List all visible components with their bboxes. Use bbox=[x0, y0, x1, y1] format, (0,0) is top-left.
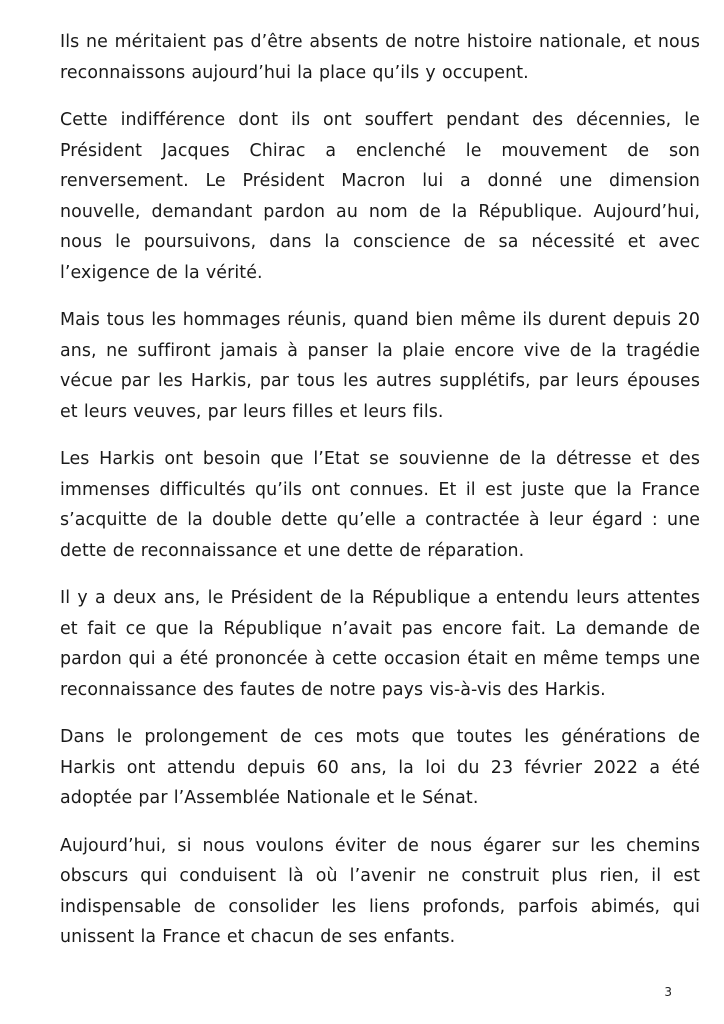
paragraph-5: Il y a deux ans, le Président de la République a entendu leurs attentes et fait ce que la République n’avait pas encore fait. La demande de pardon qui a été prononcée à cette occasion était en même temps une reconnaissance des fautes de notre pays vis-à-vis des Harkis. bbox=[60, 588, 700, 700]
document-body bbox=[60, 27, 700, 970]
paragraph-2: Cette indifférence dont ils ont souffert pendant des décennies, le Président Jacques Chirac a enclenché le mouvement de son renversement. Le Président Macron lui a donné une dimension nouvelle, demandant pardon au nom de la République. Aujourd’hui, nous le poursuivons, dans la conscience de sa nécessité et avec l’exigence de la vérité. bbox=[60, 110, 700, 283]
paragraph-4: Les Harkis ont besoin que l’Etat se souvienne de la détresse et des immenses difficultés qu’ils ont connues. Et il est juste que la France s’acquitte de la double dette qu’elle a contractée à leur égard : une dette de reconnaissance et une dette de réparation. bbox=[60, 449, 700, 561]
paragraph-6: Dans le prolongement de ces mots que toutes les générations de Harkis ont attendu depuis 60 ans, la loi du 23 février 2022 a été adoptée par l’Assemblée Nationale et le Sénat. bbox=[60, 727, 700, 808]
paragraph-3: Mais tous les hommages réunis, quand bien même ils durent depuis 20 ans, ne suffiront jamais à panser la plaie encore vive de la tragédie vécue par les Harkis, par tous les autres supplétifs, par leurs épouses et leurs veuves, par leurs filles et leurs fils. bbox=[60, 310, 700, 422]
page-number: 3 bbox=[664, 985, 672, 999]
paragraph-1: Ils ne méritaient pas d’être absents de notre histoire nationale, et nous reconnaissons aujourd’hui la place qu’ils y occupent. bbox=[60, 32, 700, 83]
paragraph-7: Aujourd’hui, si nous voulons éviter de nous égarer sur les chemins obscurs qui conduisent là où l’avenir ne construit plus rien, il est indispensable de consolider les liens profonds, parfois abimés, qui unissent la France et chacun de ses enfants. bbox=[60, 835, 700, 947]
